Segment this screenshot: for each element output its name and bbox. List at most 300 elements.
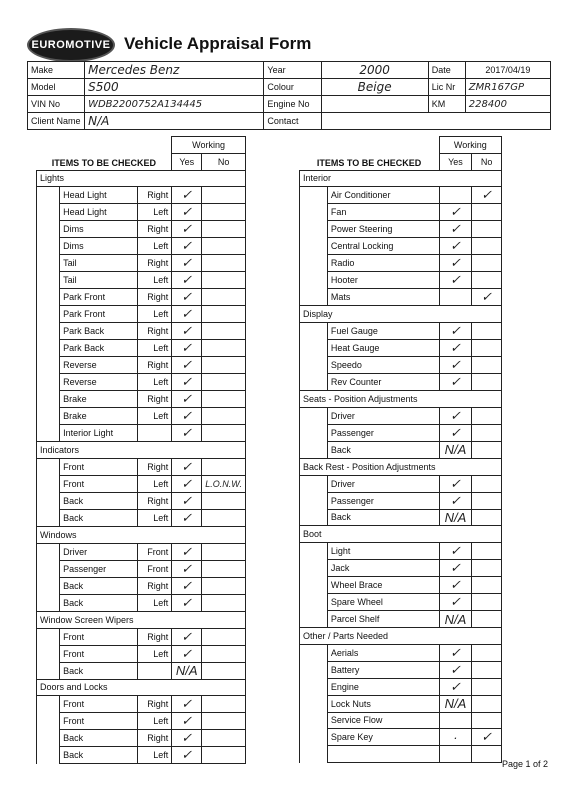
item-label: Dims <box>60 221 138 238</box>
checklist-row <box>300 678 502 695</box>
item-label: Central Locking <box>327 238 439 255</box>
yes-mark: ✓ <box>172 493 202 510</box>
indent-cell <box>37 391 60 408</box>
section-label: Window Screen Wipers <box>37 611 246 628</box>
year-value: 2000 <box>321 62 428 79</box>
indent-cell <box>300 289 328 306</box>
item-label: Driver <box>60 543 138 560</box>
no-mark <box>202 713 246 730</box>
yes-mark: ✓ <box>439 407 472 424</box>
side-label: Right <box>137 221 172 238</box>
no-mark <box>472 492 502 509</box>
indent-cell <box>300 407 328 424</box>
year-label: Year <box>264 62 321 79</box>
item-label: Front <box>60 628 138 645</box>
item-label: Aerials <box>327 644 439 661</box>
item-label: Head Light <box>60 204 138 221</box>
contact-value <box>321 113 550 130</box>
no-mark: ✓ <box>472 187 502 204</box>
indent-cell <box>300 543 328 560</box>
item-label: Mats <box>327 289 439 306</box>
colour-label: Colour <box>264 79 321 96</box>
item-label: Fan <box>327 204 439 221</box>
no-mark <box>202 493 246 510</box>
no-mark <box>472 509 502 526</box>
no-mark <box>202 696 246 713</box>
checklist-row <box>300 407 502 424</box>
item-label: Back <box>60 730 138 747</box>
side-label: Left <box>137 272 172 289</box>
yes-mark: ✓ <box>439 221 472 238</box>
indent-cell <box>300 424 328 441</box>
no-mark <box>202 459 246 476</box>
yes-mark: ✓ <box>439 594 472 611</box>
checklist-row <box>37 459 246 476</box>
item-label: Front <box>60 476 138 493</box>
indent-cell <box>300 475 328 492</box>
checklist-row <box>37 645 246 662</box>
checklist-row <box>37 255 246 272</box>
no-mark <box>472 661 502 678</box>
checklist-row <box>37 221 246 238</box>
item-label: Reverse <box>60 374 138 391</box>
checklist-row <box>37 289 246 306</box>
yes-mark: ✓ <box>172 713 202 730</box>
side-label: Left <box>137 238 172 255</box>
km-label: KM <box>428 96 465 113</box>
indent-cell <box>37 730 60 747</box>
yes-mark: ✓ <box>172 696 202 713</box>
no-mark <box>202 628 246 645</box>
section-row <box>37 170 246 187</box>
yes-mark: ✓ <box>172 340 202 357</box>
item-label: Parcel Shelf <box>327 611 439 628</box>
indent-cell <box>37 577 60 594</box>
indent-cell <box>37 696 60 713</box>
checklist-row <box>300 729 502 746</box>
checklist-row <box>37 408 246 425</box>
no-mark <box>202 594 246 611</box>
no-mark <box>472 712 502 729</box>
yes-mark <box>439 712 472 729</box>
no-mark <box>202 425 246 442</box>
no-mark <box>202 510 246 527</box>
side-label: Left <box>137 340 172 357</box>
no-mark: ✓ <box>472 729 502 746</box>
item-label: Wheel Brace <box>327 577 439 594</box>
licnr-label: Lic Nr <box>428 79 465 96</box>
right-no-header: No <box>472 153 502 170</box>
yes-mark: ✓ <box>172 272 202 289</box>
item-label: Lock Nuts <box>327 695 439 712</box>
item-label: Tail <box>60 255 138 272</box>
item-label: Front <box>60 713 138 730</box>
checklist-row <box>300 323 502 340</box>
section-label: Indicators <box>37 442 246 459</box>
no-mark <box>472 577 502 594</box>
checklist-row <box>37 374 246 391</box>
no-mark <box>202 306 246 323</box>
item-label: Spare Key <box>327 729 439 746</box>
item-label: Engine <box>327 678 439 695</box>
no-mark <box>472 543 502 560</box>
item-label: Heat Gauge <box>327 340 439 357</box>
checklist-row <box>300 424 502 441</box>
checklist-row <box>37 628 246 645</box>
left-items-header: ITEMS TO BE CHECKED <box>51 157 157 168</box>
yes-mark: ✓ <box>439 644 472 661</box>
no-mark <box>202 187 246 204</box>
side-label: Left <box>137 713 172 730</box>
yes-mark: ✓ <box>172 238 202 255</box>
item-label: Back <box>60 662 138 679</box>
item-label: Interior Light <box>60 425 138 442</box>
item-label: Tail <box>60 272 138 289</box>
item-label: Park Front <box>60 306 138 323</box>
no-mark: ✓ <box>472 289 502 306</box>
side-label: Left <box>137 645 172 662</box>
indent-cell <box>37 594 60 611</box>
no-mark <box>472 644 502 661</box>
no-mark <box>202 391 246 408</box>
yes-mark: ✓ <box>172 255 202 272</box>
checklist-row <box>37 577 246 594</box>
checklist-row <box>300 712 502 729</box>
engine-label: Engine No <box>264 96 321 113</box>
section-row <box>300 627 502 644</box>
item-label: Jack <box>327 560 439 577</box>
indent-cell <box>37 747 60 764</box>
yes-mark: ✓ <box>172 374 202 391</box>
indent-cell <box>300 644 328 661</box>
checklist-row <box>300 357 502 374</box>
item-label: Fuel Gauge <box>327 323 439 340</box>
yes-mark: · <box>439 729 472 746</box>
indent-cell <box>37 323 60 340</box>
item-label: Park Back <box>60 340 138 357</box>
left-yes-header: Yes <box>172 153 202 170</box>
yes-mark: ✓ <box>439 340 472 357</box>
section-row <box>300 306 502 323</box>
section-label: Display <box>300 306 502 323</box>
no-mark <box>202 747 246 764</box>
no-mark <box>472 323 502 340</box>
side-label: Right <box>137 289 172 306</box>
indent-cell <box>37 543 60 560</box>
no-mark <box>472 441 502 458</box>
yes-mark: ✓ <box>172 594 202 611</box>
item-label: Front <box>60 696 138 713</box>
no-mark <box>472 407 502 424</box>
yes-mark: N/A <box>439 695 472 712</box>
client-label: Client Name <box>28 113 85 130</box>
checklist-row <box>300 272 502 289</box>
checklist-row <box>300 374 502 391</box>
right-checklist <box>299 136 502 763</box>
indent-cell <box>37 645 60 662</box>
checklist-row <box>300 611 502 628</box>
no-mark <box>472 560 502 577</box>
left-working-header: Working <box>172 137 246 154</box>
side-label: Right <box>137 391 172 408</box>
yes-mark: ✓ <box>172 357 202 374</box>
no-mark <box>472 340 502 357</box>
item-label: Back <box>327 509 439 526</box>
no-mark <box>472 255 502 272</box>
checklist-row <box>300 695 502 712</box>
item-label: Front <box>60 459 138 476</box>
checklist-row <box>300 289 502 306</box>
side-label: Left <box>137 747 172 764</box>
yes-mark: ✓ <box>172 730 202 747</box>
section-label: Doors and Locks <box>37 679 246 696</box>
section-label: Other / Parts Needed <box>300 627 502 644</box>
checklist-row <box>300 594 502 611</box>
yes-mark: ✓ <box>439 661 472 678</box>
yes-mark: ✓ <box>439 678 472 695</box>
make-value: Mercedes Benz <box>85 62 264 79</box>
checklist-row <box>300 475 502 492</box>
checklist-row <box>37 306 246 323</box>
side-label <box>137 662 172 679</box>
date-label: Date <box>428 62 465 79</box>
checklist-row <box>300 577 502 594</box>
side-label: Right <box>137 493 172 510</box>
item-label: Back <box>60 493 138 510</box>
indent-cell <box>37 340 60 357</box>
side-label: Front <box>137 543 172 560</box>
indent-cell <box>300 611 328 628</box>
no-mark <box>202 221 246 238</box>
yes-mark: ✓ <box>172 408 202 425</box>
checklist-row <box>37 713 246 730</box>
indent-cell <box>37 357 60 374</box>
item-label: Park Front <box>60 289 138 306</box>
section-label: Back Rest - Position Adjustments <box>300 458 502 475</box>
no-mark <box>472 611 502 628</box>
no-mark <box>202 577 246 594</box>
item-label: Battery <box>327 661 439 678</box>
km-value: 228400 <box>465 96 550 113</box>
yes-mark <box>439 187 472 204</box>
vehicle-info-table <box>27 61 551 130</box>
indent-cell <box>300 560 328 577</box>
no-mark <box>472 272 502 289</box>
client-value: N/A <box>85 113 264 130</box>
checklist-row <box>37 560 246 577</box>
checklist-row <box>37 323 246 340</box>
yes-mark: ✓ <box>172 289 202 306</box>
yes-mark: ✓ <box>172 577 202 594</box>
no-mark <box>202 374 246 391</box>
yes-mark: ✓ <box>172 459 202 476</box>
indent-cell <box>37 272 60 289</box>
checklist-row <box>37 543 246 560</box>
yes-mark: ✓ <box>172 323 202 340</box>
no-mark <box>472 424 502 441</box>
item-label: Head Light <box>60 187 138 204</box>
no-mark <box>202 357 246 374</box>
side-label: Left <box>137 510 172 527</box>
colour-value: Beige <box>321 79 428 96</box>
yes-mark: ✓ <box>172 628 202 645</box>
item-label: Power Steering <box>327 221 439 238</box>
indent-cell <box>37 238 60 255</box>
side-label: Left <box>137 204 172 221</box>
side-label: Left <box>137 476 172 493</box>
yes-mark: ✓ <box>172 510 202 527</box>
indent-cell <box>37 187 60 204</box>
yes-mark: ✓ <box>439 272 472 289</box>
licnr-value: ZMR167GP <box>465 79 550 96</box>
indent-cell <box>300 221 328 238</box>
no-mark <box>472 238 502 255</box>
checklist-row <box>300 441 502 458</box>
item-label: Passenger <box>327 492 439 509</box>
indent-cell <box>300 187 328 204</box>
section-label: Windows <box>37 527 246 544</box>
indent-cell <box>37 476 60 493</box>
section-row <box>300 391 502 408</box>
indent-cell <box>300 509 328 526</box>
checklist-row <box>37 510 246 527</box>
yes-mark: N/A <box>439 509 472 526</box>
indent-cell <box>37 408 60 425</box>
make-label: Make <box>28 62 85 79</box>
yes-mark: ✓ <box>172 187 202 204</box>
no-mark <box>202 323 246 340</box>
checklist-row <box>300 204 502 221</box>
left-no-header: No <box>202 153 246 170</box>
item-label: Passenger <box>327 424 439 441</box>
indent-cell <box>300 746 328 763</box>
no-mark <box>202 408 246 425</box>
indent-cell <box>37 459 60 476</box>
yes-mark: ✓ <box>439 543 472 560</box>
no-mark <box>472 374 502 391</box>
item-label: Radio <box>327 255 439 272</box>
no-mark <box>202 238 246 255</box>
side-label: Left <box>137 374 172 391</box>
indent-cell <box>37 510 60 527</box>
no-mark <box>472 594 502 611</box>
item-label: Back <box>60 594 138 611</box>
side-label: Right <box>137 323 172 340</box>
model-label: Model <box>28 79 85 96</box>
yes-mark: ✓ <box>439 577 472 594</box>
item-label: Brake <box>60 391 138 408</box>
checklist-row <box>300 492 502 509</box>
no-mark <box>202 340 246 357</box>
side-label: Front <box>137 560 172 577</box>
yes-mark: ✓ <box>172 425 202 442</box>
yes-mark <box>439 746 472 763</box>
checklist-row <box>37 340 246 357</box>
side-label: Right <box>137 187 172 204</box>
item-label: Park Back <box>60 323 138 340</box>
yes-mark: ✓ <box>439 204 472 221</box>
checklist-row <box>300 560 502 577</box>
left-checklist <box>36 136 246 764</box>
item-label: Air Conditioner <box>327 187 439 204</box>
no-mark <box>472 678 502 695</box>
item-label: Driver <box>327 407 439 424</box>
item-label: Passenger <box>60 560 138 577</box>
item-label: Speedo <box>327 357 439 374</box>
side-label: Right <box>137 628 172 645</box>
indent-cell <box>37 221 60 238</box>
side-label: Right <box>137 577 172 594</box>
yes-mark: ✓ <box>172 391 202 408</box>
side-label: Right <box>137 459 172 476</box>
indent-cell <box>300 272 328 289</box>
yes-mark: ✓ <box>439 357 472 374</box>
section-row <box>37 442 246 459</box>
form-title: Vehicle Appraisal Form <box>124 34 312 53</box>
section-label: Interior <box>300 170 502 187</box>
right-yes-header: Yes <box>439 153 472 170</box>
no-mark <box>472 695 502 712</box>
yes-mark: N/A <box>439 441 472 458</box>
section-row <box>300 170 502 187</box>
no-mark <box>202 543 246 560</box>
checklist-row <box>37 187 246 204</box>
checklist-row <box>37 493 246 510</box>
indent-cell <box>300 695 328 712</box>
checklist-row <box>37 425 246 442</box>
item-label: Spare Wheel <box>327 594 439 611</box>
yes-mark: ✓ <box>439 323 472 340</box>
section-row <box>37 679 246 696</box>
checklist-row <box>300 661 502 678</box>
checklist-row <box>37 696 246 713</box>
item-label: Dims <box>60 238 138 255</box>
checklist-row <box>37 662 246 679</box>
page-number: Page 1 of 2 <box>501 759 548 769</box>
checklist-row <box>37 730 246 747</box>
side-label: Left <box>137 594 172 611</box>
checklist-row <box>37 272 246 289</box>
indent-cell <box>300 492 328 509</box>
indent-cell <box>37 306 60 323</box>
checklist-row <box>37 747 246 764</box>
side-label <box>137 425 172 442</box>
yes-mark: N/A <box>172 662 202 679</box>
indent-cell <box>300 238 328 255</box>
item-label: Light <box>327 543 439 560</box>
no-mark <box>202 560 246 577</box>
item-label: Back <box>60 577 138 594</box>
checklist-row <box>300 543 502 560</box>
section-row <box>300 526 502 543</box>
section-row <box>300 458 502 475</box>
right-working-header: Working <box>439 137 501 154</box>
yes-mark: ✓ <box>172 543 202 560</box>
side-label: Right <box>137 357 172 374</box>
no-mark <box>202 204 246 221</box>
yes-mark <box>439 289 472 306</box>
yes-mark: ✓ <box>439 255 472 272</box>
indent-cell <box>37 289 60 306</box>
no-mark <box>472 357 502 374</box>
checklist-row <box>300 746 502 763</box>
yes-mark: ✓ <box>172 560 202 577</box>
yes-mark: ✓ <box>172 306 202 323</box>
vin-label: VIN No <box>28 96 85 113</box>
indent-cell <box>300 678 328 695</box>
no-mark <box>472 204 502 221</box>
date-value: 2017/04/19 <box>465 62 550 79</box>
